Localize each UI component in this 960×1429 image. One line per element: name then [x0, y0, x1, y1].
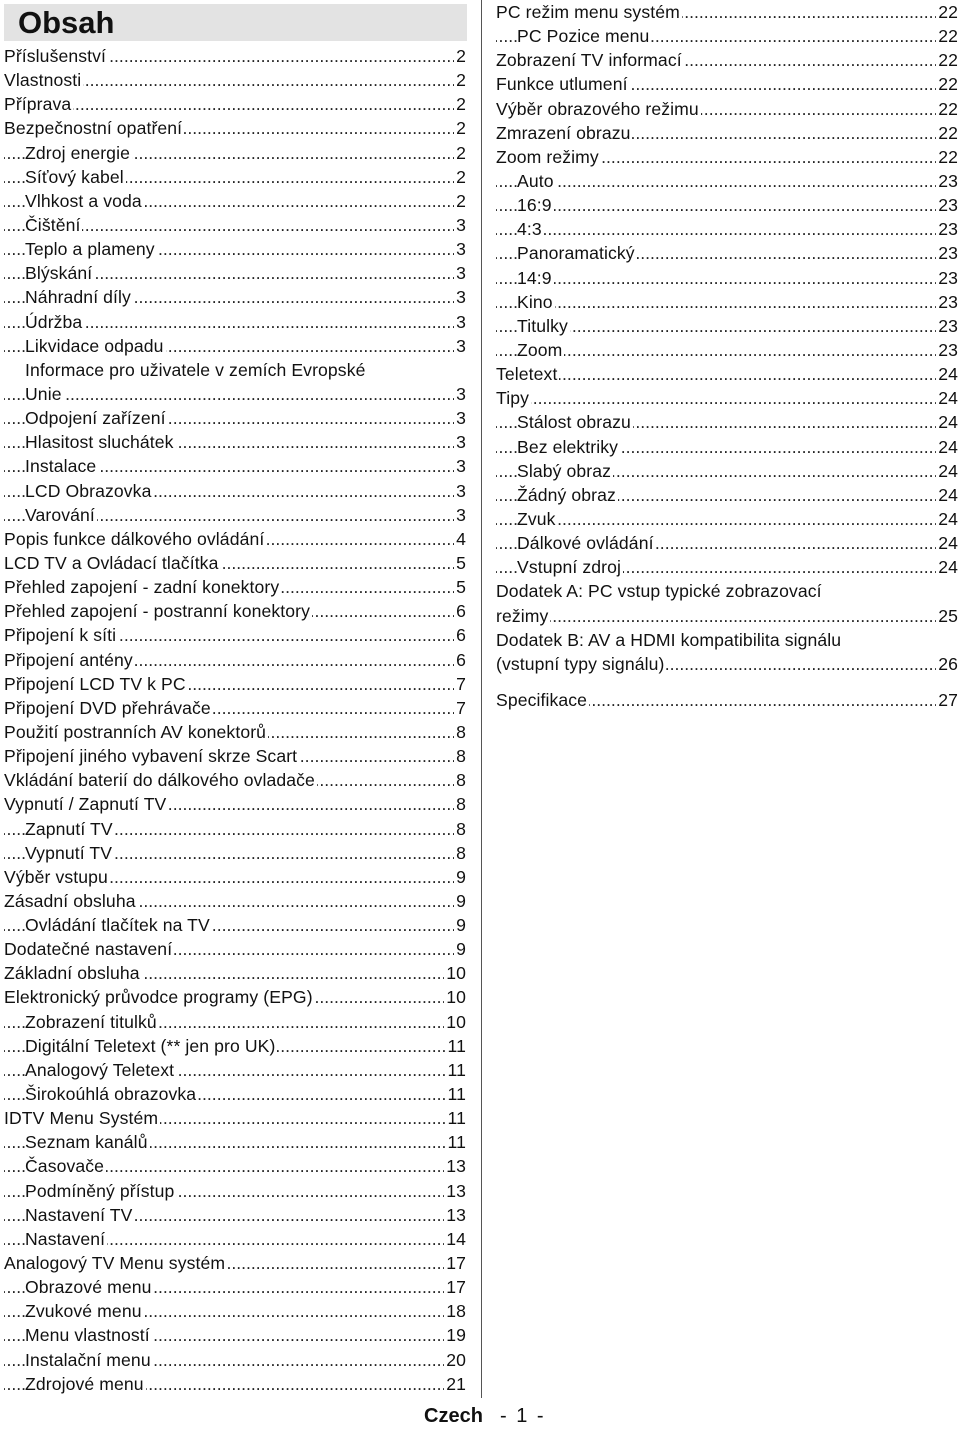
toc-entry-title: Panoramatický	[517, 243, 635, 264]
toc-entry-title: 16:9	[517, 195, 552, 216]
toc-entry-title: 14:9	[517, 267, 552, 288]
toc-entry-page: 18	[446, 1301, 466, 1322]
toc-entry-page: 22	[938, 2, 958, 22]
footer-language: Czech	[424, 1405, 483, 1427]
toc-entry-title: Vlhkost a voda	[25, 190, 142, 211]
toc-entry-page: 23	[938, 170, 958, 191]
toc-entry-page: 24	[938, 533, 958, 554]
dot-leader	[496, 338, 958, 362]
toc-entry-title: Kino	[517, 291, 553, 312]
toc-entry-title: IDTV Menu Systém	[4, 1108, 159, 1129]
toc-entry-title: Podmíněný přístup	[25, 1180, 175, 1201]
toc-entry-page: 7	[456, 697, 466, 718]
toc-entry-page: 8	[456, 842, 466, 863]
toc-entry-title: Žádný obraz	[517, 484, 616, 505]
dot-leader	[496, 193, 958, 217]
toc-entry[interactable]	[4, 985, 466, 1009]
toc-entry[interactable]	[496, 628, 958, 652]
toc-entry-page: 13	[446, 1204, 466, 1225]
toc-entry[interactable]	[496, 266, 958, 290]
toc-entry-page: 3	[456, 335, 466, 356]
toc-entry-title: Připojení LCD TV k PC	[4, 673, 186, 694]
toc-entry-page: 11	[447, 1059, 466, 1080]
toc-entry-page: 10	[446, 1011, 466, 1032]
toc-entry-page: 10	[446, 963, 466, 984]
toc-entry[interactable]	[4, 913, 466, 937]
toc-entry[interactable]	[4, 937, 466, 961]
toc-entry-title: Zobrazení titulků	[25, 1011, 157, 1032]
toc-entry[interactable]	[496, 145, 958, 169]
dot-leader	[496, 386, 958, 410]
toc-entry-title: Hlasitost sluchátek	[25, 432, 174, 453]
toc-entry[interactable]	[496, 483, 958, 507]
toc-entry-title: Vstupní zdroj	[517, 557, 621, 578]
toc-entry-title: Výběr obrazového režimu	[496, 98, 699, 119]
toc-entry[interactable]	[4, 551, 466, 575]
toc-entry-page: 24	[938, 557, 958, 578]
toc-entry[interactable]	[4, 792, 466, 816]
toc-entry-title: režimy	[496, 605, 549, 626]
toc-entry[interactable]	[4, 334, 466, 358]
toc-entry[interactable]	[4, 1082, 466, 1106]
toc-entry-page: 3	[456, 287, 466, 308]
toc-entry-title: Příprava	[4, 94, 72, 115]
toc-entry-title: Unie	[25, 383, 62, 404]
toc-entry-title: Připojení jiného vybavení skrze Scart	[4, 746, 298, 767]
toc-entry-page: 2	[456, 46, 466, 66]
toc-entry[interactable]	[4, 479, 466, 503]
toc-entry[interactable]	[4, 285, 466, 309]
toc-entry-title: LCD Obrazovka	[25, 480, 152, 501]
toc-entry-title: Varování	[25, 504, 95, 525]
toc-entry-page: 2	[456, 118, 466, 139]
toc-entry[interactable]	[4, 1179, 466, 1203]
toc-entry[interactable]	[4, 213, 466, 237]
toc-entry-title: Zapnutí TV	[25, 818, 113, 839]
toc-entry-title: Výběr vstupu	[4, 866, 108, 887]
toc-entry-page: 24	[938, 460, 958, 481]
toc-entry-title: Zdrojové menu	[25, 1373, 144, 1394]
toc-entry-page: 3	[456, 311, 466, 332]
toc-entry[interactable]	[496, 555, 958, 579]
toc-entry-title: Blýskání	[25, 263, 93, 284]
toc-entry-page: 2	[456, 142, 466, 163]
toc-entry[interactable]	[496, 97, 958, 121]
toc-entry-page: 11	[447, 1035, 466, 1056]
toc-entry[interactable]	[4, 1034, 466, 1058]
toc-entry[interactable]	[496, 362, 958, 386]
toc-entry[interactable]	[4, 1323, 466, 1347]
toc-entry-page: 9	[456, 939, 466, 960]
toc-entry-title: Bez elektriky	[517, 436, 619, 457]
toc-entry-title: Slabý obraz	[517, 460, 612, 481]
toc-entry-page: 9	[456, 866, 466, 887]
toc-entry-title: Dodatek B: AV a HDMI kompatibilita signálu	[496, 629, 842, 650]
toc-entry-title: Širokoúhlá obrazovka	[25, 1084, 197, 1105]
toc-entry[interactable]	[4, 768, 466, 792]
toc-entry-page: 23	[938, 195, 958, 216]
toc-entry-title: Zmrazení obrazu	[496, 122, 631, 143]
toc-entry-page: 2	[456, 190, 466, 211]
dot-leader	[496, 290, 958, 314]
toc-entry-page: 24	[938, 412, 958, 433]
toc-entry-page: 3	[456, 480, 466, 501]
toc-entry[interactable]	[4, 141, 466, 165]
toc-entry-title: Stálost obrazu	[517, 412, 631, 433]
toc-entry-page: 24	[938, 508, 958, 529]
toc-entry[interactable]	[4, 237, 466, 261]
toc-entry[interactable]	[496, 435, 958, 459]
toc-entry-page: 23	[938, 267, 958, 288]
toc-entry[interactable]	[496, 386, 958, 410]
toc-entry[interactable]	[4, 189, 466, 213]
toc-left-column	[4, 44, 466, 1396]
toc-entry-title: Zoom režimy	[496, 146, 599, 167]
toc-entry[interactable]	[4, 1275, 466, 1299]
toc-entry-page: 23	[938, 243, 958, 264]
toc-entry-title: Zvukové menu	[25, 1301, 142, 1322]
toc-entry[interactable]	[496, 241, 958, 265]
toc-entry-page: 24	[938, 436, 958, 457]
toc-entry-page: 24	[938, 388, 958, 409]
toc-entry-title: Použití postranních AV konektorů	[4, 721, 267, 742]
toc-entry-title: Příslušenství	[4, 46, 107, 66]
footer-page-number: - 1 -	[500, 1405, 546, 1427]
toc-entry-title: Digitální Teletext (** jen pro UK)	[25, 1035, 276, 1056]
toc-entry-page: 5	[456, 552, 466, 573]
toc-entry-title: Elektronický průvodce programy (EPG)	[4, 987, 313, 1008]
toc-entry-title: Seznam kanálů	[25, 1132, 148, 1153]
toc-entry-page: 8	[456, 770, 466, 791]
toc-entry-page: 3	[456, 504, 466, 525]
toc-entry[interactable]	[4, 841, 466, 865]
toc-entry[interactable]	[4, 1010, 466, 1034]
toc-entry[interactable]	[4, 599, 466, 623]
dot-leader	[496, 507, 958, 531]
toc-entry-page: 2	[456, 70, 466, 91]
toc-entry-title: Vypnutí / Zapnutí TV	[4, 794, 167, 815]
toc-entry-title: Připojení antény	[4, 649, 133, 670]
toc-entry[interactable]	[4, 575, 466, 599]
toc-entry[interactable]	[4, 1203, 466, 1227]
toc-entry-title: Vlastnosti	[4, 70, 82, 91]
toc-entry-page: 17	[446, 1253, 466, 1274]
toc-entry-page: 26	[938, 653, 958, 674]
toc-entry[interactable]	[496, 410, 958, 434]
toc-entry[interactable]	[4, 503, 466, 527]
toc-entry[interactable]	[4, 527, 466, 551]
toc-entry[interactable]	[4, 165, 466, 189]
toc-entry-page: 25	[938, 605, 958, 626]
toc-entry[interactable]	[4, 430, 466, 454]
toc-entry-title: Nastavení TV	[25, 1204, 133, 1225]
toc-entry[interactable]	[4, 1130, 466, 1154]
toc-entry[interactable]	[4, 672, 466, 696]
toc-entry-title: Časovače	[25, 1156, 105, 1177]
toc-entry-title: Čištění	[25, 214, 81, 235]
toc-entry-page: 22	[938, 146, 958, 167]
toc-entry-page: 13	[446, 1180, 466, 1201]
toc-entry[interactable]	[4, 961, 466, 985]
toc-entry[interactable]	[496, 688, 958, 712]
toc-entry-page: 10	[446, 987, 466, 1008]
toc-entry[interactable]	[496, 531, 958, 555]
toc-entry-title: Auto	[517, 170, 554, 191]
toc-entry[interactable]	[4, 406, 466, 430]
toc-entry[interactable]	[4, 1106, 466, 1130]
toc-entry-page: 19	[446, 1325, 466, 1346]
toc-entry-page: 21	[446, 1373, 466, 1394]
toc-entry-title: Síťový kabel	[25, 166, 124, 187]
column-divider	[481, 0, 482, 1398]
toc-entry[interactable]	[496, 290, 958, 314]
toc-entry[interactable]	[4, 817, 466, 841]
toc-entry[interactable]	[4, 382, 466, 406]
toc-spacer	[496, 676, 958, 688]
toc-entry-page: 8	[456, 721, 466, 742]
toc-entry[interactable]	[496, 72, 958, 96]
toc-entry[interactable]	[4, 720, 466, 744]
toc-entry[interactable]	[4, 865, 466, 889]
page-title: Obsah	[18, 5, 115, 40]
toc-entry[interactable]	[496, 193, 958, 217]
toc-entry-title: Specifikace	[496, 689, 588, 710]
toc-entry-page: 8	[456, 794, 466, 815]
toc-entry-title: Odpojení zařízení	[25, 408, 166, 429]
toc-entry-page: 11	[447, 1108, 466, 1129]
toc-entry[interactable]	[4, 1348, 466, 1372]
toc-entry-title: Analogový TV Menu systém	[4, 1253, 226, 1274]
toc-entry-page: 2	[456, 94, 466, 115]
dot-leader	[4, 92, 466, 116]
toc-entry[interactable]	[4, 116, 466, 140]
toc-entry-title: Tipy	[496, 388, 529, 409]
toc-entry-page: 2	[456, 166, 466, 187]
toc-entry-title: Vkládání baterií do dálkového ovladače	[4, 770, 315, 791]
toc-entry-title: Náhradní díly	[25, 287, 131, 308]
toc-entry-title: Likvidace odpadu	[25, 335, 164, 356]
toc-entry[interactable]	[496, 217, 958, 241]
toc-entry[interactable]	[4, 1154, 466, 1178]
toc-entry-page: 5	[456, 577, 466, 598]
toc-entry[interactable]	[496, 169, 958, 193]
toc-entry-page: 8	[456, 746, 466, 767]
toc-entry-title: Analogový Teletext	[25, 1059, 175, 1080]
toc-entry-page: 3	[456, 383, 466, 404]
toc-entry-page: 9	[456, 890, 466, 911]
toc-entry-page: 14	[446, 1228, 466, 1249]
toc-entry[interactable]	[4, 744, 466, 768]
toc-entry-page: 3	[456, 432, 466, 453]
toc-entry-title: Instalační menu	[25, 1349, 151, 1370]
toc-entry-page: 6	[456, 649, 466, 670]
toc-entry-title: Bezpečnostní opatření	[4, 118, 183, 139]
toc-title-bar	[4, 4, 467, 41]
toc-entry-title: Zvuk	[517, 508, 556, 529]
toc-entry[interactable]	[4, 696, 466, 720]
toc-entry-page: 23	[938, 339, 958, 360]
toc-entry-title: Vypnutí TV	[25, 842, 113, 863]
toc-entry[interactable]	[496, 652, 958, 676]
toc-entry-title: (vstupní typy signálu)	[496, 653, 665, 674]
toc-entry-page: 23	[938, 219, 958, 240]
toc-entry[interactable]	[4, 648, 466, 672]
toc-entry-title: Přehled zapojení - zadní konektory	[4, 577, 280, 598]
toc-entry-page: 8	[456, 818, 466, 839]
toc-entry[interactable]	[4, 889, 466, 913]
toc-entry-title: Dodatek A: PC vstup typické zobrazovací	[496, 581, 822, 602]
toc-entry[interactable]	[496, 579, 958, 603]
toc-entry-title: Zásadní obsluha	[4, 890, 136, 911]
toc-entry-title: Připojení k síti	[4, 625, 117, 646]
toc-entry[interactable]	[4, 1372, 466, 1396]
toc-entry[interactable]	[496, 121, 958, 145]
toc-entry-page: 24	[938, 364, 958, 385]
toc-entry-page: 3	[456, 239, 466, 260]
toc-entry-title: Ovládání tlačítek na TV	[25, 915, 210, 936]
toc-entry-page: 11	[447, 1132, 466, 1153]
dot-leader	[496, 217, 958, 241]
toc-entry[interactable]	[4, 1227, 466, 1251]
toc-entry-title: Teplo a plameny	[25, 239, 155, 260]
toc-entry[interactable]	[496, 507, 958, 531]
toc-entry-page: 24	[938, 484, 958, 505]
toc-entry-title: PC Pozice menu	[517, 26, 650, 47]
toc-entry-page: 22	[938, 122, 958, 143]
toc-entry[interactable]	[496, 459, 958, 483]
toc-entry[interactable]	[4, 1299, 466, 1323]
toc-entry[interactable]	[496, 0, 958, 24]
toc-entry-page: 9	[456, 915, 466, 936]
toc-entry[interactable]	[4, 623, 466, 647]
toc-entry-page: 3	[456, 214, 466, 235]
toc-entry-title: Popis funkce dálkového ovládání	[4, 528, 265, 549]
toc-entry-page: 22	[938, 26, 958, 47]
dot-leader	[496, 169, 958, 193]
toc-entry[interactable]	[4, 310, 466, 334]
toc-entry[interactable]	[496, 24, 958, 48]
toc-entry-page: 6	[456, 625, 466, 646]
toc-entry[interactable]	[4, 44, 466, 68]
toc-entry-page: 22	[938, 74, 958, 95]
toc-entry-page: 13	[446, 1156, 466, 1177]
toc-entry-page: 23	[938, 291, 958, 312]
toc-entry-page: 3	[456, 408, 466, 429]
toc-entry-title: Připojení DVD přehrávače	[4, 697, 211, 718]
page-footer	[0, 1403, 960, 1429]
toc-entry-title: Dálkové ovládání	[517, 533, 654, 554]
toc-entry-page: 20	[446, 1349, 466, 1370]
toc-entry-title: Titulky	[517, 315, 568, 336]
toc-entry[interactable]	[4, 1251, 466, 1275]
toc-entry[interactable]	[496, 48, 958, 72]
toc-entry[interactable]	[4, 1058, 466, 1082]
toc-entry[interactable]	[496, 604, 958, 628]
dot-leader	[496, 362, 958, 386]
toc-entry-title: Základní obsluha	[4, 963, 140, 984]
toc-entry-title: Dodatečné nastavení	[4, 939, 173, 960]
toc-entry-page: 6	[456, 601, 466, 622]
toc-entry-title: Údržba	[25, 311, 83, 332]
toc-entry-title: Nastavení	[25, 1228, 106, 1249]
toc-entry-page: 17	[446, 1277, 466, 1298]
dot-leader	[4, 382, 466, 406]
toc-entry-title: Zobrazení TV informací	[496, 50, 682, 71]
toc-entry-page: 4	[456, 528, 466, 549]
toc-entry-page: 11	[447, 1084, 466, 1105]
toc-entry-title: Zoom	[517, 339, 563, 360]
dot-leader	[496, 604, 958, 628]
toc-entry-page: 27	[938, 689, 958, 710]
toc-entry[interactable]	[4, 68, 466, 92]
toc-entry-title: Menu vlastností	[25, 1325, 150, 1346]
toc-entry-title: Instalace	[25, 456, 97, 477]
toc-entry-title: Obrazové menu	[25, 1277, 152, 1298]
toc-entry-page: 3	[456, 263, 466, 284]
toc-entry-title: Přehled zapojení - postranní konektory	[4, 601, 311, 622]
toc-entry[interactable]	[4, 92, 466, 116]
toc-entry-title: PC režim menu systém	[496, 2, 680, 22]
toc-entry-page: 22	[938, 50, 958, 71]
toc-entry-page: 3	[456, 456, 466, 477]
toc-entry[interactable]	[4, 261, 466, 285]
toc-entry-title: Teletext	[496, 364, 558, 385]
toc-entry-title: Informace pro uživatele v zemích Evropské	[25, 359, 366, 380]
toc-entry[interactable]	[496, 338, 958, 362]
toc-right-column	[496, 0, 958, 712]
toc-entry-page: 7	[456, 673, 466, 694]
toc-entry-title: 4:3	[517, 219, 542, 240]
toc-entry-title: LCD TV a Ovládací tlačítka	[4, 552, 219, 573]
dot-leader	[496, 266, 958, 290]
toc-entry[interactable]	[496, 314, 958, 338]
toc-entry-page: 22	[938, 98, 958, 119]
toc-entry[interactable]	[4, 454, 466, 478]
toc-entry-title: Funkce utlumení	[496, 74, 628, 95]
toc-entry[interactable]	[4, 358, 466, 382]
toc-entry-page: 23	[938, 315, 958, 336]
toc-entry-title: Zdroj energie	[25, 142, 130, 163]
